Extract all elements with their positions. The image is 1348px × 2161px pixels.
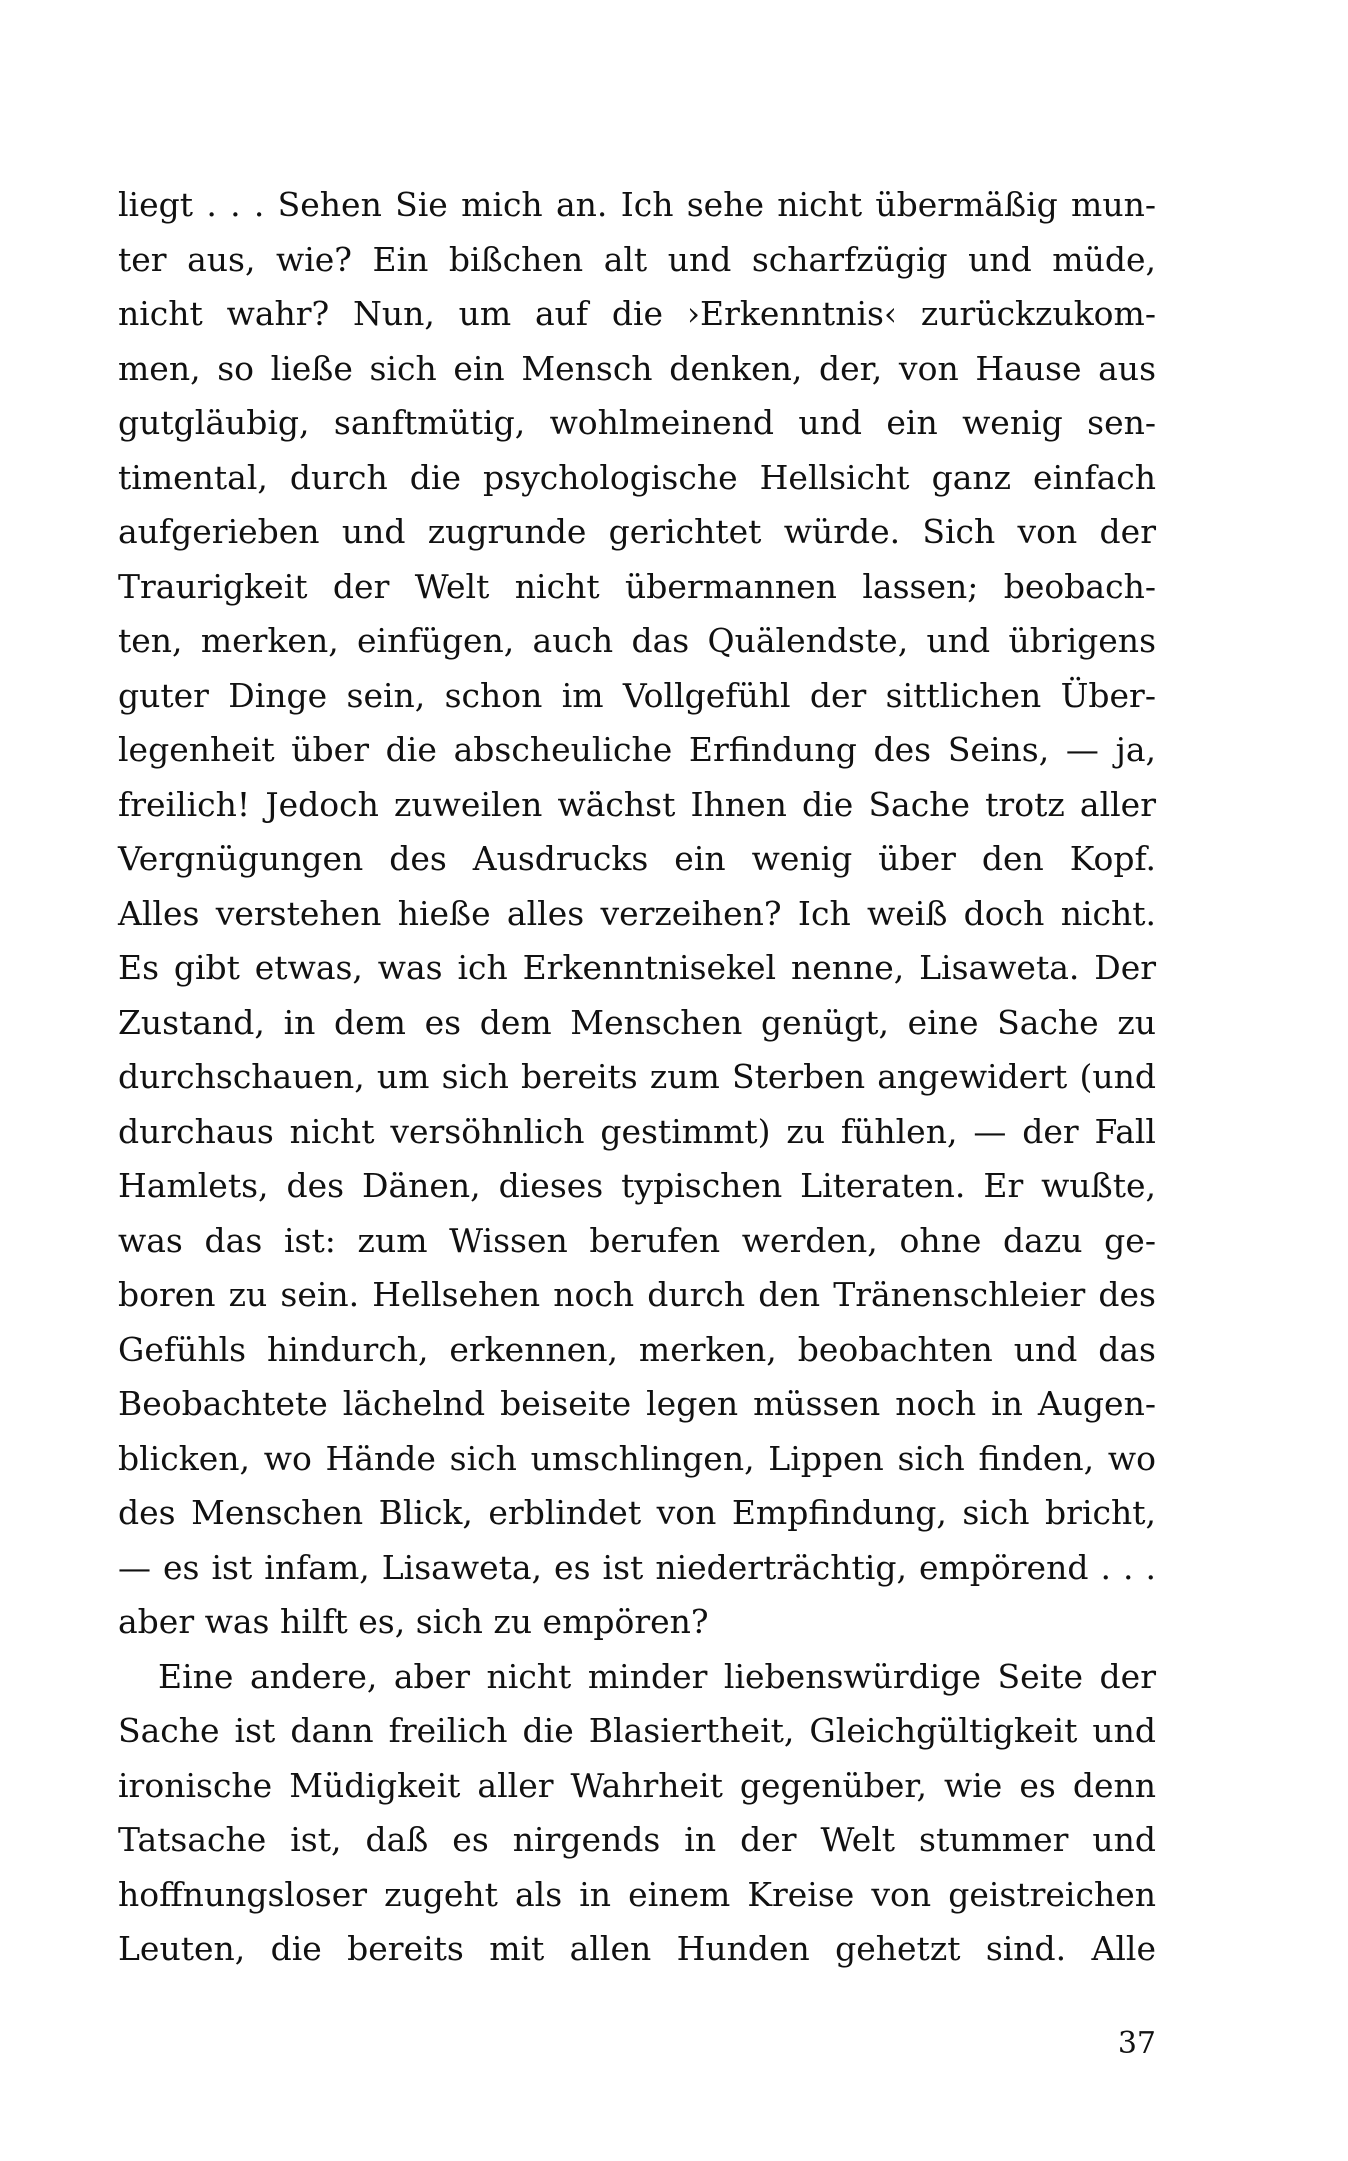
text-line: Eine andere, aber nicht minder liebenswürdige Seite der	[158, 1656, 1156, 1696]
text-line: Zustand, in dem es dem Menschen genügt, eine Sache zu	[118, 1002, 1156, 1042]
text-line: durchaus nicht versöhnlich gestimmt) zu fühlen, — der Fall	[118, 1111, 1156, 1151]
text-line: Vergnügungen des Ausdrucks ein wenig über den Kopf.	[118, 839, 1156, 878]
text-line: aufgerieben und zugrunde gerichtet würde. Sich von der	[118, 512, 1156, 551]
text-line: Sache ist dann freilich die Blasiertheit, Gleichgültigkeit und	[118, 1711, 1156, 1750]
text-line: aber was hilft es, sich zu empören?	[118, 1602, 709, 1641]
text-line: was das ist: zum Wissen berufen werden, ohne dazu ge-	[118, 1220, 1156, 1260]
text-line: Traurigkeit der Welt nicht übermannen lassen; beobach-	[118, 566, 1156, 606]
body-text	[118, 178, 1156, 1977]
text-line: Hamlets, des Dänen, dieses typischen Literaten. Er wußte,	[118, 1166, 1156, 1205]
text-line: Es gibt etwas, was ich Erkenntnisekel nenne, Lisaweta. Der	[118, 948, 1156, 987]
text-line: timental, durch die psychologische Hellsicht ganz einfach	[118, 457, 1156, 497]
text-line: men, so ließe sich ein Mensch denken, der, von Hause aus	[118, 348, 1156, 388]
text-line: des Menschen Blick, erblindet von Empfindung, sich bricht,	[118, 1493, 1156, 1532]
text-line: ter aus, wie? Ein bißchen alt und scharfzügig und müde,	[118, 239, 1156, 279]
text-line: legenheit über die abscheuliche Erfindung des Seins, — ja,	[118, 730, 1156, 769]
text-line: durchschauen, um sich bereits zum Sterben angewidert (und	[118, 1057, 1156, 1096]
text-line: guter Dinge sein, schon im Vollgefühl der sittlichen Über-	[118, 675, 1156, 715]
text-line: — es ist infam, Lisaweta, es ist niederträchtig, empörend . . .	[118, 1547, 1156, 1587]
text-line: ironische Müdigkeit aller Wahrheit gegenüber, wie es denn	[118, 1765, 1156, 1805]
text-line: ten, merken, einfügen, auch das Quälendste, und übrigens	[118, 621, 1156, 660]
text-line: boren zu sein. Hellsehen noch durch den Tränenschleier des	[118, 1275, 1156, 1314]
text-line: freilich! Jedoch zuweilen wächst Ihnen die Sache trotz aller	[118, 784, 1156, 824]
page-number: 37	[1117, 2026, 1156, 2061]
text-line: blicken, wo Hände sich umschlingen, Lippen sich finden, wo	[118, 1438, 1156, 1478]
text-line: liegt . . . Sehen Sie mich an. Ich sehe nicht übermäßig mun-	[118, 185, 1156, 224]
text-line: Beobachtete lächelnd beiseite legen müssen noch in Augen-	[118, 1384, 1156, 1423]
text-line: Tatsache ist, daß es nirgends in der Welt stummer und	[118, 1820, 1156, 1859]
text-line: gutgläubig, sanftmütig, wohlmeinend und ein wenig sen-	[118, 403, 1156, 442]
text-line: Gefühls hindurch, erkennen, merken, beobachten und das	[118, 1329, 1156, 1369]
text-line: hoffnungsloser zugeht als in einem Kreise von geistreichen	[118, 1874, 1156, 1914]
text-line: Leuten, die bereits mit allen Hunden gehetzt sind. Alle	[118, 1929, 1156, 1968]
text-line: Alles verstehen hieße alles verzeihen? Ich weiß doch nicht.	[118, 893, 1156, 933]
text-line: nicht wahr? Nun, um auf die ›Erkenntnis‹ zurückzukom-	[118, 294, 1156, 333]
